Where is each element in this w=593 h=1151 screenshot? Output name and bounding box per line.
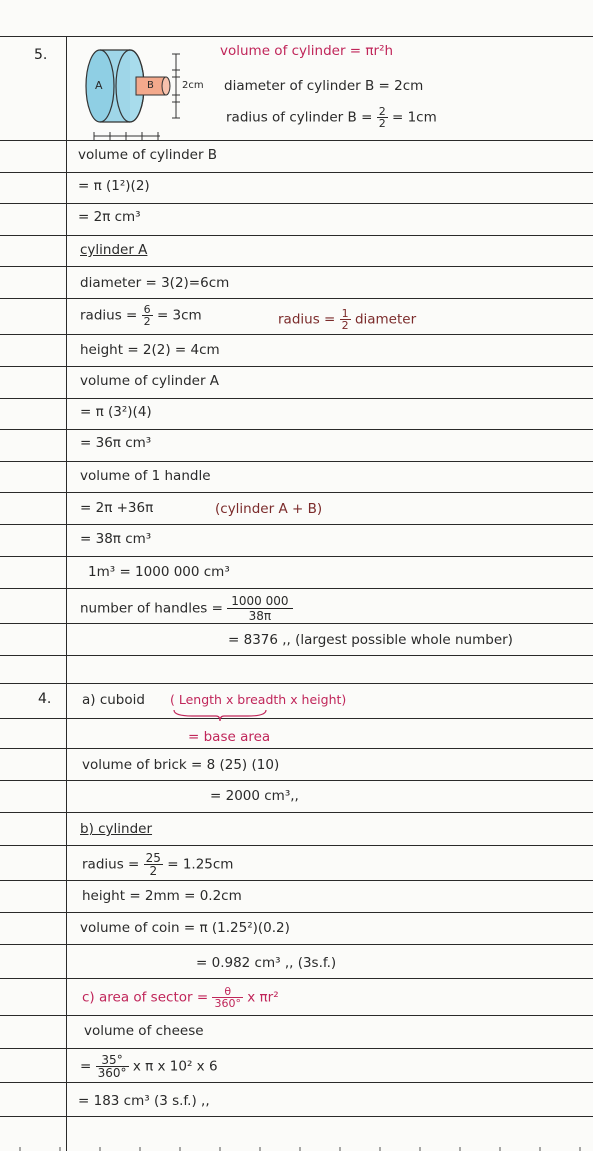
cylinder-diagram [80, 46, 210, 142]
radius-note: radius = $\frac{1}{2}$ diameter [278, 307, 417, 332]
page-edge-ticks [0, 1147, 593, 1151]
vol-a-step1: = π (3²)(4) [80, 404, 152, 420]
rule-line [0, 1048, 593, 1049]
rule-line [0, 588, 593, 589]
rule-line [0, 556, 593, 557]
coin-result: = 0.982 cm³ ,, (3s.f.) [196, 955, 337, 971]
rule-line [0, 429, 593, 430]
rule-line [0, 36, 593, 37]
vol-a-head: volume of cylinder A [80, 373, 220, 389]
radius-b: radius of cylinder B = $\frac{2}{2}$ = 1cm [226, 105, 437, 130]
rule-line [0, 912, 593, 913]
rule-line [0, 203, 593, 204]
conversion: 1m³ = 1000 000 cm³ [88, 564, 230, 580]
dim-label: 2cm [182, 80, 204, 91]
rule-line [0, 812, 593, 813]
rule-line [0, 235, 593, 236]
rule-line [0, 845, 593, 846]
rule-line [0, 880, 593, 881]
radius-a: radius = $\frac{6}{2}$ = 3cm [80, 303, 202, 328]
rule-line [0, 172, 593, 173]
rule-line [0, 1082, 593, 1083]
part-a-head: a) cuboid [82, 692, 145, 708]
rule-line [0, 334, 593, 335]
vol-a-step2: = 36π cm³ [80, 435, 152, 451]
cheese-result: = 183 cm³ (3 s.f.) ,, [78, 1093, 210, 1109]
height-a: height = 2(2) = 4cm [80, 342, 220, 358]
rule-line [0, 748, 593, 749]
cheese-head: volume of cheese [84, 1023, 204, 1039]
coin-volume: volume of coin = π (1.25²)(0.2) [80, 920, 290, 936]
handle-step1: = 2π +36π [80, 500, 154, 516]
rule-line [0, 978, 593, 979]
part-b-head: b) cylinder [80, 821, 153, 837]
coin-radius: radius = $\frac{25}{2}$ = 1.25cm [82, 851, 234, 878]
base-area: = base area [188, 729, 271, 745]
handles-result: = 8376 ,, (largest possible whole number) [228, 632, 513, 648]
brick-volume: volume of brick = 8 (25) (10) [82, 757, 280, 773]
rule-line [0, 492, 593, 493]
coin-height: height = 2mm = 0.2cm [82, 888, 242, 904]
rule-line [0, 780, 593, 781]
label-a: A [95, 79, 103, 92]
question-number: 5. [34, 47, 48, 63]
brick-result: = 2000 cm³,, [210, 788, 299, 804]
handle-step2: = 38π cm³ [80, 531, 152, 547]
part-a-note: ( Length x breadth x height) [170, 692, 347, 707]
question-number: 4. [38, 691, 52, 707]
rule-line [0, 683, 593, 684]
rule-line [0, 623, 593, 624]
rule-line [0, 944, 593, 945]
rule-line [0, 398, 593, 399]
vol-b-head: volume of cylinder B [78, 147, 218, 163]
rule-line [0, 298, 593, 299]
rule-line [0, 366, 593, 367]
vol-b-step2: = 2π cm³ [78, 209, 141, 225]
part-c-head: c) area of sector = $\frac{\theta}{360^\circ}$ x πr² [82, 985, 279, 1010]
rule-line [0, 266, 593, 267]
cheese-step: = $\frac{35^\circ}{360^\circ}$ x π x 10² x 6 [80, 1053, 218, 1080]
handles-count: number of handles = $\frac{1000 000}{38\pi}$ [80, 594, 293, 623]
diameter-a: diameter = 3(2)=6cm [80, 275, 230, 291]
rule-line [0, 461, 593, 462]
cyl-a-head: cylinder A [80, 242, 148, 258]
rule-line [0, 1116, 593, 1117]
rule-line [0, 1015, 593, 1016]
rule-line [0, 655, 593, 656]
underbrace [172, 708, 268, 722]
handle-note: (cylinder A + B) [215, 501, 323, 517]
rule-line [0, 718, 593, 719]
handle-head: volume of 1 handle [80, 468, 211, 484]
formula-volume: volume of cylinder = πr²h [220, 43, 394, 59]
diameter-b: diameter of cylinder B = 2cm [224, 78, 424, 94]
rule-line [0, 524, 593, 525]
vol-b-step1: = π (1²)(2) [78, 178, 150, 194]
label-b: B [147, 80, 154, 91]
